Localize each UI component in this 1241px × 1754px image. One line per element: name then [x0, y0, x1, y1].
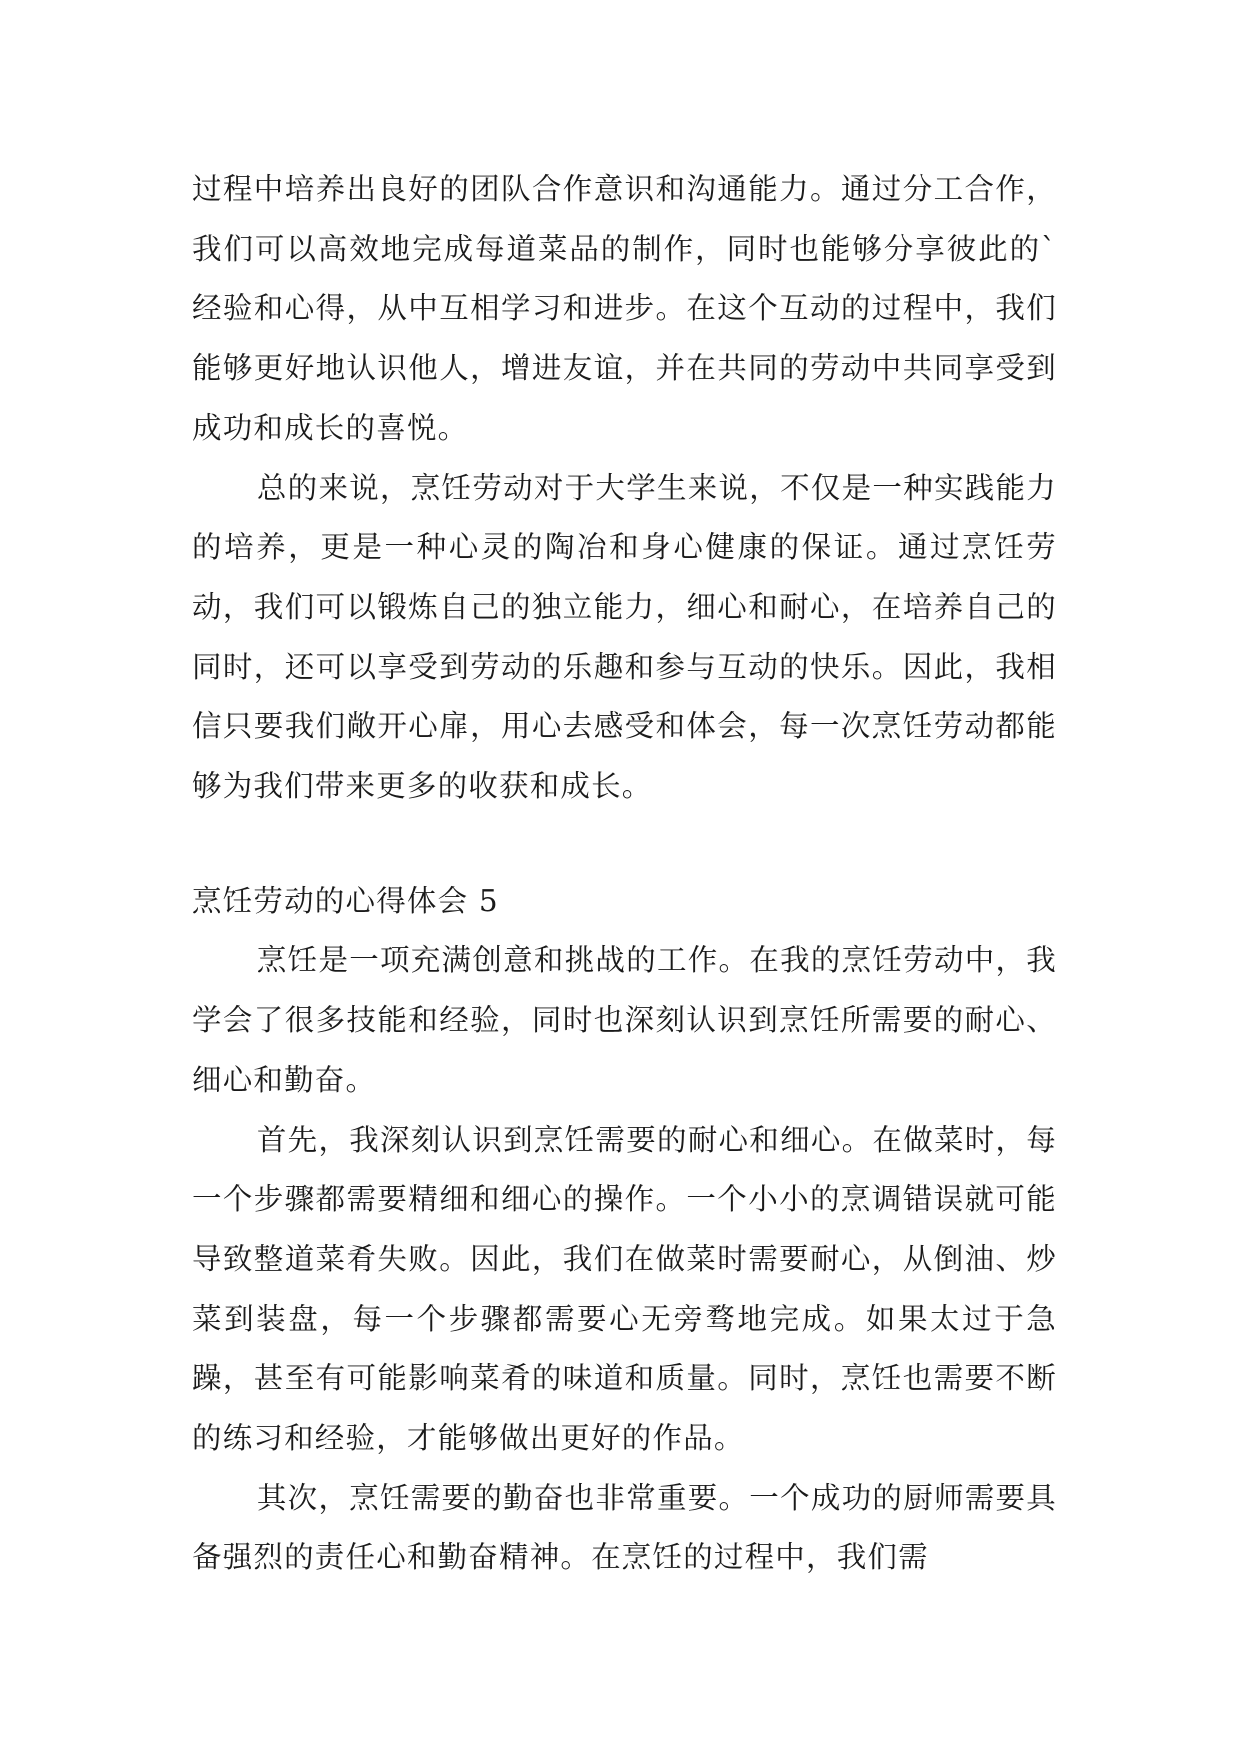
paragraph-intro: 烹饪是一项充满创意和挑战的工作。在我的烹饪劳动中，我学会了很多技能和经验，同时也深刻认识到烹饪所需要的耐心、细心和勤奋。: [192, 943, 1057, 1097]
paragraph-patience: 首先，我深刻认识到烹饪需要的耐心和细心。在做菜时，每一个步骤都需要精细和细心的操作。一个小小的烹调错误就可能导致整道菜肴失败。因此，我们在做菜时需要耐心，从倒油、炒菜到装盘，每一个步骤都需要心无旁骛地完成。如果太过于急躁，甚至有可能影响菜肴的味道和质量。同时，烹饪也需要不断的练习和经验，才能够做出更好的作品。: [192, 1122, 1057, 1456]
paragraph-diligence: 其次，烹饪需要的勤奋也非常重要。一个成功的厨师需要具备强烈的责任心和勤奋精神。在烹饪的过程中，我们需: [192, 1480, 1057, 1575]
paragraph-teamwork-continuation: 过程中培养出良好的团队合作意识和沟通能力。通过分工合作，我们可以高效地完成每道菜品的制作，同时也能够分享彼此的`经验和心得，从中互相学习和进步。在这个互动的过程中，我们能够更好地认识他人，增进友谊，并在共同的劳动中共同享受到成功和成长的喜悦。: [192, 172, 1057, 445]
document-page: [192, 160, 1057, 1588]
section-title: 烹饪劳动的心得体会 5: [192, 883, 499, 918]
paragraph-summary: 总的来说，烹饪劳动对于大学生来说，不仅是一种实践能力的培养，更是一种心灵的陶冶和身心健康的保证。通过烹饪劳动，我们可以锻炼自己的独立能力，细心和耐心，在培养自己的同时，还可以享受到劳动的乐趣和参与互动的快乐。因此，我相信只要我们敞开心扉，用心去感受和体会，每一次烹饪劳动都能够为我们带来更多的收获和成长。: [192, 470, 1057, 804]
